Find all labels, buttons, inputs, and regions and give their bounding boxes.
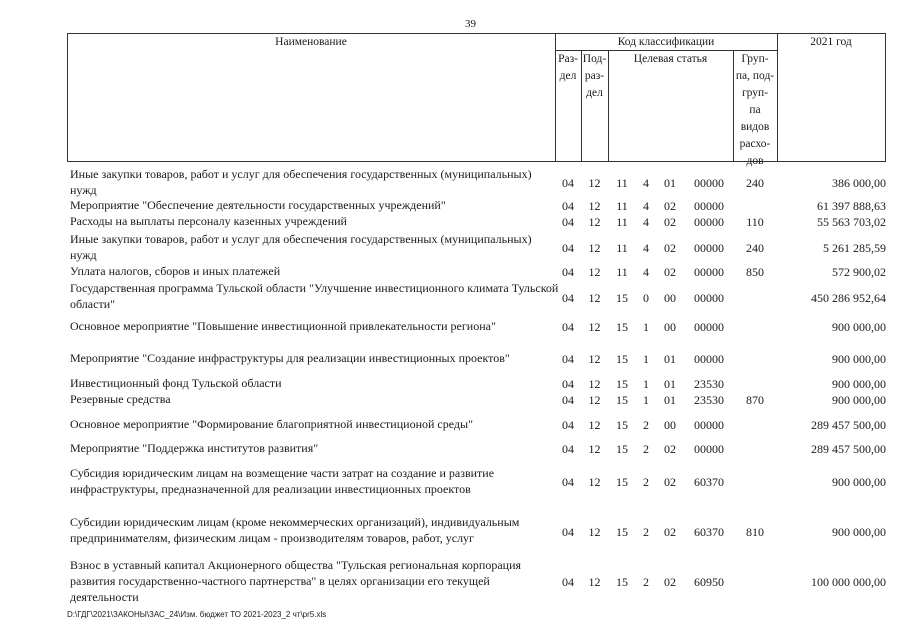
subprogram-code: 4	[643, 199, 649, 213]
program-code: 15	[616, 475, 628, 489]
header-code-group: Код классификации	[617, 36, 715, 48]
direction-code: 00000	[694, 215, 724, 229]
subprogram-code: 1	[643, 377, 649, 391]
subsection-code: 12	[588, 575, 601, 589]
header-subsection: Под- раз- дел	[582, 53, 607, 99]
direction-code: 60370	[694, 475, 724, 489]
amount-2021: 900 000,00	[832, 525, 886, 539]
direction-code: 00000	[694, 265, 724, 279]
row-name: Основное мероприятие "Повышение инвестиционной привлекательности региона"	[70, 319, 496, 333]
row-name: Основное мероприятие "Формирование благоприятной инвестиционой среды"	[70, 417, 473, 431]
expense-type-code: 870	[746, 393, 764, 407]
event-code: 02	[664, 525, 676, 539]
event-code: 00	[664, 418, 676, 432]
amount-2021: 572 900,02	[832, 265, 886, 279]
event-code: 02	[664, 215, 676, 229]
event-code: 02	[664, 241, 676, 255]
page-number: 39	[465, 18, 476, 30]
table-row	[0, 416, 905, 432]
row-name: Инвестиционный фонд Тульской области	[70, 376, 282, 390]
subprogram-code: 2	[643, 442, 649, 456]
event-code: 01	[664, 176, 676, 190]
header-name: Наименование	[275, 36, 347, 48]
subsection-code: 12	[588, 241, 601, 255]
event-code: 02	[664, 475, 676, 489]
amount-2021: 55 563 703,02	[817, 215, 886, 229]
header-expense-type: Груп- па, под- груп- па видов расхо- дов	[735, 53, 775, 167]
row-name: Мероприятие "Создание инфраструктуры для реализации инвестиционных проектов"	[70, 351, 510, 365]
col-divider-year	[777, 33, 778, 162]
subsection-code: 12	[588, 265, 601, 279]
row-name: Взнос в уставный капитал Акционерного общества "Тульская региональная корпорация развития государственно-частного партнерства" в целях организации его текущей деятельности	[70, 558, 522, 604]
section-code: 04	[562, 199, 574, 213]
program-code: 11	[616, 199, 628, 213]
table-row	[0, 213, 905, 229]
header-section: Раз- дел	[558, 53, 578, 82]
table-row	[0, 166, 905, 198]
row-name: Расходы на выплаты персоналу казенных учреждений	[70, 214, 347, 228]
table-row	[0, 440, 905, 456]
program-code: 15	[616, 575, 628, 589]
subsection-code: 12	[588, 475, 601, 489]
program-code: 11	[616, 215, 628, 229]
section-code: 04	[562, 352, 574, 366]
expense-type-code: 240	[746, 176, 764, 190]
event-code: 00	[664, 291, 676, 305]
row-name: Субсидии юридическим лицам (кроме некоммерческих организаций), индивидуальным предпринимателям, физическим лицам - производителям товаров, работ, услуг	[70, 515, 520, 545]
subsection-code: 12	[588, 442, 601, 456]
section-code: 04	[562, 215, 574, 229]
direction-code: 00000	[694, 176, 724, 190]
direction-code: 00000	[694, 352, 724, 366]
program-code: 11	[616, 176, 628, 190]
program-code: 15	[616, 525, 628, 539]
program-code: 15	[616, 442, 628, 456]
subprogram-code: 4	[643, 176, 649, 190]
row-name: Иные закупки товаров, работ и услуг для обеспечения государственных (муниципальных) нужд	[70, 232, 532, 262]
program-code: 15	[616, 320, 628, 334]
subprogram-code: 4	[643, 215, 649, 229]
subprogram-code: 1	[643, 393, 649, 407]
event-code: 02	[664, 442, 676, 456]
table-row	[0, 557, 905, 605]
direction-code: 00000	[694, 241, 724, 255]
subsection-code: 12	[588, 176, 601, 190]
amount-2021: 5 261 285,59	[823, 241, 886, 255]
amount-2021: 900 000,00	[832, 377, 886, 391]
amount-2021: 450 286 952,64	[811, 291, 886, 305]
file-path-footer: D:\ГДГ\2021\ЗАКОНЫ\ЗАС_24\Изм. бюджет ТО 2021-2023_2 чт\pr5.xls	[67, 610, 327, 619]
direction-code: 00000	[694, 199, 724, 213]
amount-2021: 289 457 500,00	[811, 442, 886, 456]
header-year: 2021 год	[810, 36, 852, 48]
table-row	[0, 375, 905, 391]
row-name: Государственная программа Тульской области "Улучшение инвестиционного климата Тульской области"	[70, 281, 559, 311]
event-code: 02	[664, 199, 676, 213]
section-code: 04	[562, 241, 574, 255]
program-code: 15	[616, 291, 628, 305]
amount-2021: 61 397 888,63	[817, 199, 886, 213]
row-name: Резервные средства	[70, 392, 171, 406]
subsection-code: 12	[588, 377, 601, 391]
section-code: 04	[562, 575, 574, 589]
expense-type-code: 240	[746, 241, 764, 255]
subsection-code: 12	[588, 215, 601, 229]
direction-code: 23530	[694, 377, 724, 391]
event-code: 01	[664, 377, 676, 391]
subsection-code: 12	[588, 291, 601, 305]
expense-type-code: 850	[746, 265, 764, 279]
program-code: 11	[616, 265, 628, 279]
program-code: 15	[616, 393, 628, 407]
subprogram-code: 2	[643, 475, 649, 489]
section-code: 04	[562, 265, 574, 279]
program-code: 11	[616, 241, 628, 255]
subprogram-code: 0	[643, 291, 649, 305]
direction-code: 00000	[694, 291, 724, 305]
event-code: 01	[664, 393, 676, 407]
amount-2021: 900 000,00	[832, 320, 886, 334]
subsection-code: 12	[588, 320, 601, 334]
table-row	[0, 263, 905, 279]
direction-code: 00000	[694, 418, 724, 432]
row-name: Мероприятие "Обеспечение деятельности государственных учреждений"	[70, 198, 446, 212]
section-code: 04	[562, 377, 574, 391]
subprogram-code: 1	[643, 352, 649, 366]
event-code: 00	[664, 320, 676, 334]
direction-code: 60370	[694, 525, 724, 539]
table-row	[0, 197, 905, 213]
program-code: 15	[616, 418, 628, 432]
section-code: 04	[562, 475, 574, 489]
subsection-code: 12	[588, 352, 601, 366]
table-row	[0, 514, 905, 548]
expense-type-code: 110	[746, 215, 764, 229]
row-name: Мероприятие "Поддержка институтов развития"	[70, 441, 319, 455]
subsection-code: 12	[588, 418, 601, 432]
expense-type-code: 810	[746, 525, 764, 539]
event-code: 01	[664, 352, 676, 366]
amount-2021: 386 000,00	[832, 176, 886, 190]
subprogram-code: 1	[643, 320, 649, 334]
subsection-code: 12	[588, 393, 601, 407]
subsection-code: 12	[588, 525, 601, 539]
section-code: 04	[562, 176, 574, 190]
row-name: Субсидия юридическим лицам на возмещение части затрат на создание и развитие инфраструктуры, предназначенной для реализации инвестиционных проектов	[70, 466, 495, 496]
col-divider-right	[885, 33, 886, 162]
section-code: 04	[562, 320, 574, 334]
direction-code: 00000	[694, 442, 724, 456]
table-row	[0, 318, 905, 334]
amount-2021: 900 000,00	[832, 352, 886, 366]
direction-code: 23530	[694, 393, 724, 407]
table-row	[0, 391, 905, 407]
subprogram-code: 2	[643, 525, 649, 539]
subprogram-code: 2	[643, 575, 649, 589]
row-name: Иные закупки товаров, работ и услуг для обеспечения государственных (муниципальных) нужд	[70, 167, 532, 197]
row-name: Уплата налогов, сборов и иных платежей	[70, 264, 281, 278]
program-code: 15	[616, 352, 628, 366]
section-code: 04	[562, 291, 574, 305]
amount-2021: 900 000,00	[832, 475, 886, 489]
program-code: 15	[616, 377, 628, 391]
col-divider-name	[67, 33, 68, 162]
amount-2021: 289 457 500,00	[811, 418, 886, 432]
subprogram-code: 2	[643, 418, 649, 432]
subprogram-code: 4	[643, 241, 649, 255]
event-code: 02	[664, 265, 676, 279]
subsection-code: 12	[588, 199, 601, 213]
subprogram-code: 4	[643, 265, 649, 279]
section-code: 04	[562, 393, 574, 407]
table-row	[0, 280, 905, 314]
section-code: 04	[562, 525, 574, 539]
amount-2021: 100 000 000,00	[811, 575, 886, 589]
direction-code: 00000	[694, 320, 724, 334]
section-code: 04	[562, 442, 574, 456]
header-target: Целевая статья	[633, 53, 708, 65]
table-row	[0, 465, 905, 497]
event-code: 02	[664, 575, 676, 589]
direction-code: 60950	[694, 575, 724, 589]
table-row	[0, 231, 905, 263]
amount-2021: 900 000,00	[832, 393, 886, 407]
section-code: 04	[562, 418, 574, 432]
table-row	[0, 350, 905, 366]
